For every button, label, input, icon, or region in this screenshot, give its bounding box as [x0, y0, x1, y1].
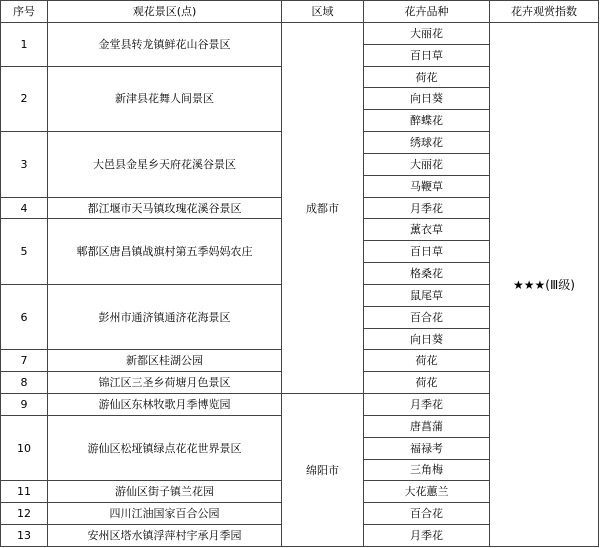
- site-name-cell: 游仙区街子镇兰花园: [48, 481, 282, 503]
- site-index-cell: 13: [1, 525, 48, 547]
- flower-variety-cell: 大花蕙兰: [364, 481, 490, 503]
- flower-variety-cell: 月季花: [364, 394, 490, 416]
- header-variety: 花卉品种: [364, 1, 490, 23]
- site-index-cell: 2: [1, 66, 48, 131]
- flower-variety-cell: 大丽花: [364, 23, 490, 45]
- flower-variety-cell: 向日葵: [364, 328, 490, 350]
- flower-variety-cell: 福禄考: [364, 437, 490, 459]
- site-name-cell: 游仙区东林牧歌月季博览园: [48, 394, 282, 416]
- flower-variety-cell: 鼠尾草: [364, 284, 490, 306]
- table-body: [1, 23, 599, 547]
- site-index-cell: 4: [1, 197, 48, 219]
- site-index-cell: 9: [1, 394, 48, 416]
- region-cell-chengdu: 成都市: [282, 23, 364, 394]
- rating-cell: ★★★(Ⅲ级): [490, 23, 599, 547]
- flower-variety-cell: 荷花: [364, 66, 490, 88]
- header-row: [1, 1, 599, 23]
- site-index-cell: 8: [1, 372, 48, 394]
- site-index-cell: 3: [1, 132, 48, 197]
- site-name-cell: 安州区塔水镇浮萍村宇承月季园: [48, 525, 282, 547]
- flower-variety-cell: 百合花: [364, 306, 490, 328]
- flower-variety-cell: 大丽花: [364, 153, 490, 175]
- site-index-cell: 1: [1, 23, 48, 67]
- site-name-cell: 锦江区三圣乡荷塘月色景区: [48, 372, 282, 394]
- flower-variety-cell: 荷花: [364, 350, 490, 372]
- header-region: 区域: [282, 1, 364, 23]
- site-name-cell: 新津县花舞人间景区: [48, 66, 282, 131]
- flower-variety-cell: 百日草: [364, 44, 490, 66]
- site-index-cell: 5: [1, 219, 48, 284]
- site-index-cell: 10: [1, 415, 48, 480]
- flower-variety-cell: 绣球花: [364, 132, 490, 154]
- flower-variety-cell: 向日葵: [364, 88, 490, 110]
- flower-variety-cell: 三角梅: [364, 459, 490, 481]
- flower-variety-cell: 格桑花: [364, 263, 490, 285]
- site-name-cell: 游仙区松垭镇绿点花花世界景区: [48, 415, 282, 480]
- flower-variety-cell: 百合花: [364, 503, 490, 525]
- flower-variety-cell: 薰衣草: [364, 219, 490, 241]
- site-name-cell: 郫都区唐昌镇战旗村第五季妈妈农庄: [48, 219, 282, 284]
- header-rating: 花卉观赏指数: [490, 1, 599, 23]
- site-index-cell: 11: [1, 481, 48, 503]
- flower-variety-cell: 荷花: [364, 372, 490, 394]
- flower-variety-cell: 醉蝶花: [364, 110, 490, 132]
- site-name-cell: 大邑县金星乡天府花溪谷景区: [48, 132, 282, 197]
- flower-variety-cell: 唐菖蒲: [364, 415, 490, 437]
- region-cell-mianyang: 绵阳市: [282, 394, 364, 547]
- site-name-cell: 金堂县转龙镇鲜花山谷景区: [48, 23, 282, 67]
- site-name-cell: 彭州市通济镇通济花海景区: [48, 284, 282, 349]
- site-name-cell: 新都区桂湖公园: [48, 350, 282, 372]
- site-index-cell: 6: [1, 284, 48, 349]
- flower-variety-cell: 月季花: [364, 197, 490, 219]
- header-site: 观花景区(点): [48, 1, 282, 23]
- flower-variety-cell: 百日草: [364, 241, 490, 263]
- flower-variety-cell: 月季花: [364, 525, 490, 547]
- table-row: [1, 23, 599, 45]
- flower-variety-cell: 马鞭草: [364, 175, 490, 197]
- site-index-cell: 7: [1, 350, 48, 372]
- site-index-cell: 12: [1, 503, 48, 525]
- header-index: 序号: [1, 1, 48, 23]
- site-name-cell: 四川江油国家百合公园: [48, 503, 282, 525]
- site-name-cell: 都江堰市天马镇玫瑰花溪谷景区: [48, 197, 282, 219]
